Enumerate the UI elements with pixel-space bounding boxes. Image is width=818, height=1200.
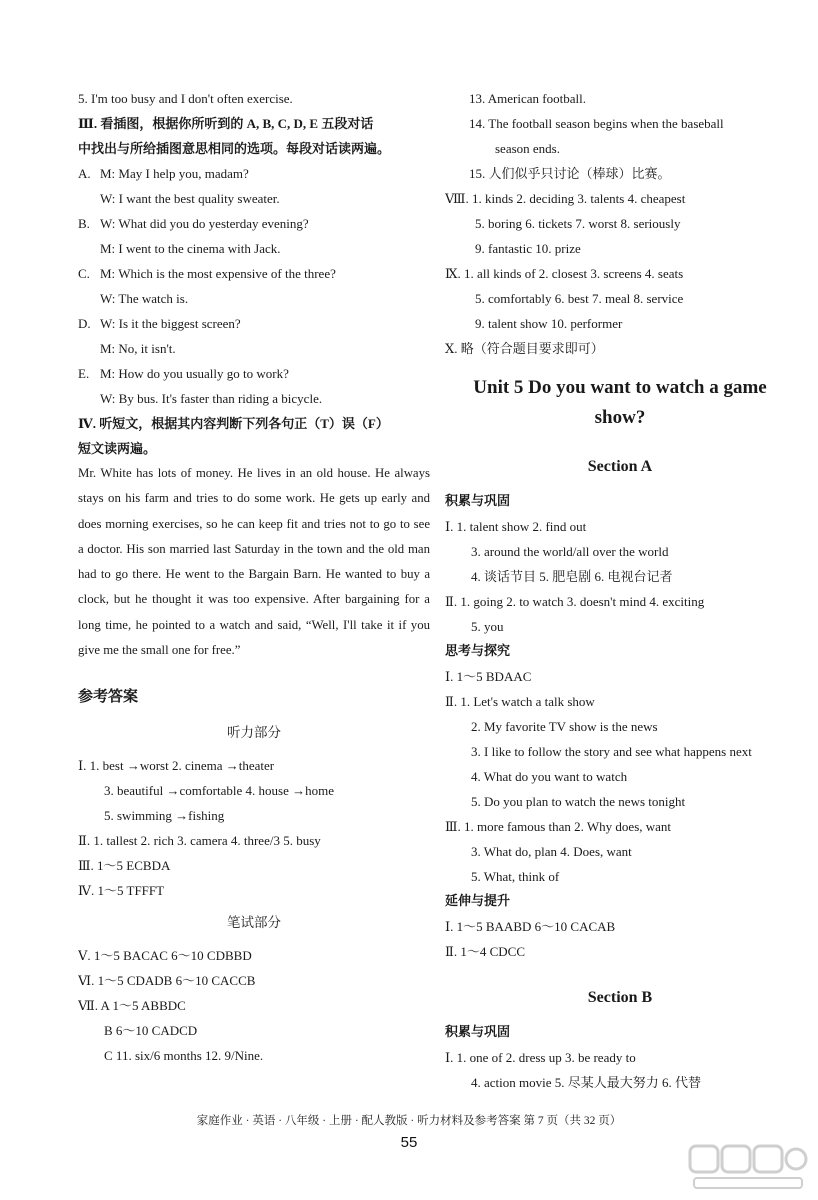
- answer-line: Ⅲ. 1～5 ECBDA: [78, 858, 171, 874]
- dialogue-line: [78, 211, 430, 236]
- sub-heading: 延伸与提升: [445, 894, 511, 909]
- answer-line: 13. American football.: [469, 91, 586, 106]
- answer-line: 9. fantastic 10. prize: [475, 241, 581, 256]
- answer-line: 4. action movie 5. 尽某人最大努力 6. 代替: [471, 1075, 702, 1090]
- dialogue-text: The watch is.: [118, 291, 189, 306]
- section-heading: Ⅲ. 看插图，根据你所听到的 A, B, C, D, E 五段对话: [78, 116, 374, 131]
- dialogue-text: By bus. It's faster than riding a bicycle.: [118, 391, 323, 406]
- dialogue-text: Is it the biggest screen?: [118, 316, 241, 331]
- dialogue-letter: B.: [78, 216, 90, 231]
- answer-line: Ⅴ. 1～5 BACAC 6～10 CDBBD: [78, 948, 252, 964]
- answer-line: 5. comfortably 6. best 7. meal 8. service: [475, 291, 684, 306]
- dialogue-letter: E.: [78, 366, 90, 381]
- answer-line: Ⅰ. 1～5 BAABD 6～10 CACAB: [445, 919, 616, 934]
- answer-line: 14. The football season begins when the baseball: [469, 116, 724, 131]
- answer-line: Ⅵ. 1～5 CDADB 6～10 CACCB: [78, 973, 256, 989]
- section-a-title: Section A: [587, 458, 653, 475]
- answer-line: season ends.: [495, 141, 560, 156]
- answer-line: Ⅹ. 略（符合题目要求即可）: [445, 341, 604, 356]
- dialogue-line: [78, 286, 430, 311]
- answer-line: Ⅲ. 1. more famous than 2. Why does, want: [445, 819, 672, 834]
- answer-line: Ⅰ. 1. best →worst 2. cinema →theater: [78, 758, 275, 774]
- answer-line: 2. My favorite TV show is the news: [471, 719, 658, 734]
- answer-line: 4. 谈话节目 5. 肥皂剧 6. 电视台记者: [471, 569, 673, 584]
- answer-line: 5. Do you plan to watch the news tonight: [471, 794, 686, 809]
- dialogue-text: No, it isn't.: [118, 341, 176, 356]
- speaker: W:: [100, 316, 116, 331]
- unit-title: [445, 373, 795, 433]
- text-line: 5. I'm too busy and I don't often exercise.: [78, 91, 293, 106]
- left-column: [78, 86, 430, 1068]
- page-footer: 家庭作业 · 英语 · 八年级 · 上册 · 配人教版 · 听力材料及参考答案 第 7 页（共 32 页）: [196, 1115, 622, 1127]
- speaker: M:: [100, 341, 116, 356]
- section-heading: Ⅳ. 听短文，根据其内容判断下列各句正（T）误（F）: [78, 416, 389, 431]
- sub-heading: 积累与巩固: [445, 494, 511, 509]
- watermark-logo-icon: [688, 1142, 808, 1192]
- answer-line: 3. beautiful →comfortable 4. house →home: [104, 783, 334, 799]
- answer-line: Ⅷ. 1. kinds 2. deciding 3. talents 4. cheapest: [445, 191, 686, 206]
- speaker: W:: [100, 216, 116, 231]
- right-column: [445, 86, 795, 1095]
- answer-line: 9. talent show 10. performer: [475, 316, 623, 331]
- dialogue-line: [78, 236, 430, 261]
- dialogue-list: [78, 161, 430, 411]
- unit-title-line: show?: [594, 407, 646, 428]
- dialogue-letter: C.: [78, 266, 90, 281]
- answers-heading: 参考答案: [78, 687, 139, 706]
- answer-line: C 11. six/6 months 12. 9/Nine.: [104, 1048, 264, 1064]
- answer-line: Ⅱ. 1～4 CDCC: [445, 944, 525, 959]
- answer-line: 5. What, think of: [471, 869, 560, 884]
- answer-line: 3. around the world/all over the world: [471, 544, 669, 559]
- speaker: M:: [100, 266, 116, 281]
- dialogue-line: [78, 261, 430, 286]
- dialogue-line: [78, 311, 430, 336]
- answer-line: Ⅱ. 1. Let's watch a talk show: [445, 694, 595, 709]
- speaker: W:: [100, 391, 116, 406]
- answer-line: 5. you: [471, 619, 504, 634]
- answer-line: 15. 人们似乎只讨论（棒球）比赛。: [469, 166, 671, 181]
- written-heading: 笔试部分: [227, 915, 281, 932]
- dialogue-line: [78, 336, 430, 361]
- speaker: M:: [100, 241, 116, 256]
- speaker: M:: [100, 166, 116, 181]
- answer-line: 5. swimming →fishing: [104, 808, 225, 824]
- answer-line: 3. What do, plan 4. Does, want: [471, 844, 632, 859]
- passage-text: Mr. White has lots of money. He lives in an old house. He always stays on his farm and tries to do some work. He gets up early and does morning exercises, so he can keep fit and tries not to go to see a doctor. His son married last Saturday in the town and the old man had to go there. He went to the Bargain Barn. He wanted to buy a clock, but he thought it was too expensive. After bargaining for a long time, he pointed to a watch and said, “Well, I'll take it if you give me the small one for free.”: [78, 466, 430, 658]
- answer-line: 5. boring 6. tickets 7. worst 8. seriously: [475, 216, 681, 231]
- answer-line: Ⅳ. 1～5 TFFFT: [78, 883, 165, 899]
- dialogue-text: I went to the cinema with Jack.: [118, 241, 281, 256]
- answer-line: Ⅰ. 1. talent show 2. find out: [445, 519, 587, 534]
- dialogue-text: How do you usually go to work?: [118, 366, 289, 381]
- dialogue-letter: D.: [78, 316, 91, 331]
- answer-line: 4. What do you want to watch: [471, 769, 628, 784]
- section-heading: 短文读两遍。: [78, 441, 157, 456]
- answer-line: Ⅶ. A 1～5 ABBDC: [78, 998, 186, 1014]
- dialogue-text: What did you do yesterday evening?: [118, 216, 309, 231]
- passage: [78, 461, 430, 663]
- answer-line: Ⅱ. 1. tallest 2. rich 3. camera 4. three/3 5. busy: [78, 833, 321, 849]
- speaker: W:: [100, 291, 116, 306]
- answer-line: Ⅰ. 1～5 BDAAC: [445, 669, 532, 684]
- answer-line: B 6～10 CADCD: [104, 1023, 198, 1039]
- dialogue-line: [78, 361, 430, 386]
- dialogue-letter: A.: [78, 166, 91, 181]
- dialogue-line: [78, 386, 430, 411]
- answer-line: Ⅰ. 1. one of 2. dress up 3. be ready to: [445, 1050, 636, 1065]
- unit-title-line: Unit 5 Do you want to watch a game: [473, 377, 767, 398]
- listening-heading: 听力部分: [227, 725, 281, 742]
- section-b-title: Section B: [587, 989, 653, 1006]
- dialogue-line: [78, 186, 430, 211]
- page-number: 55: [400, 1134, 418, 1151]
- speaker: M:: [100, 366, 116, 381]
- sub-heading: 积累与巩固: [445, 1025, 511, 1040]
- dialogue-text: May I help you, madam?: [118, 166, 249, 181]
- answer-line: Ⅱ. 1. going 2. to watch 3. doesn't mind 4. exciting: [445, 594, 705, 609]
- speaker: W:: [100, 191, 116, 206]
- sub-heading: 思考与探究: [445, 644, 511, 659]
- dialogue-text: Which is the most expensive of the three?: [118, 266, 336, 281]
- dialogue-text: I want the best quality sweater.: [118, 191, 280, 206]
- answer-line: 3. I like to follow the story and see what happens next: [471, 744, 752, 759]
- answer-line: Ⅸ. 1. all kinds of 2. closest 3. screens 4. seats: [445, 266, 684, 281]
- dialogue-line: [78, 161, 430, 186]
- section-heading: 中找出与所给插图意思相同的选项。每段对话读两遍。: [78, 141, 391, 156]
